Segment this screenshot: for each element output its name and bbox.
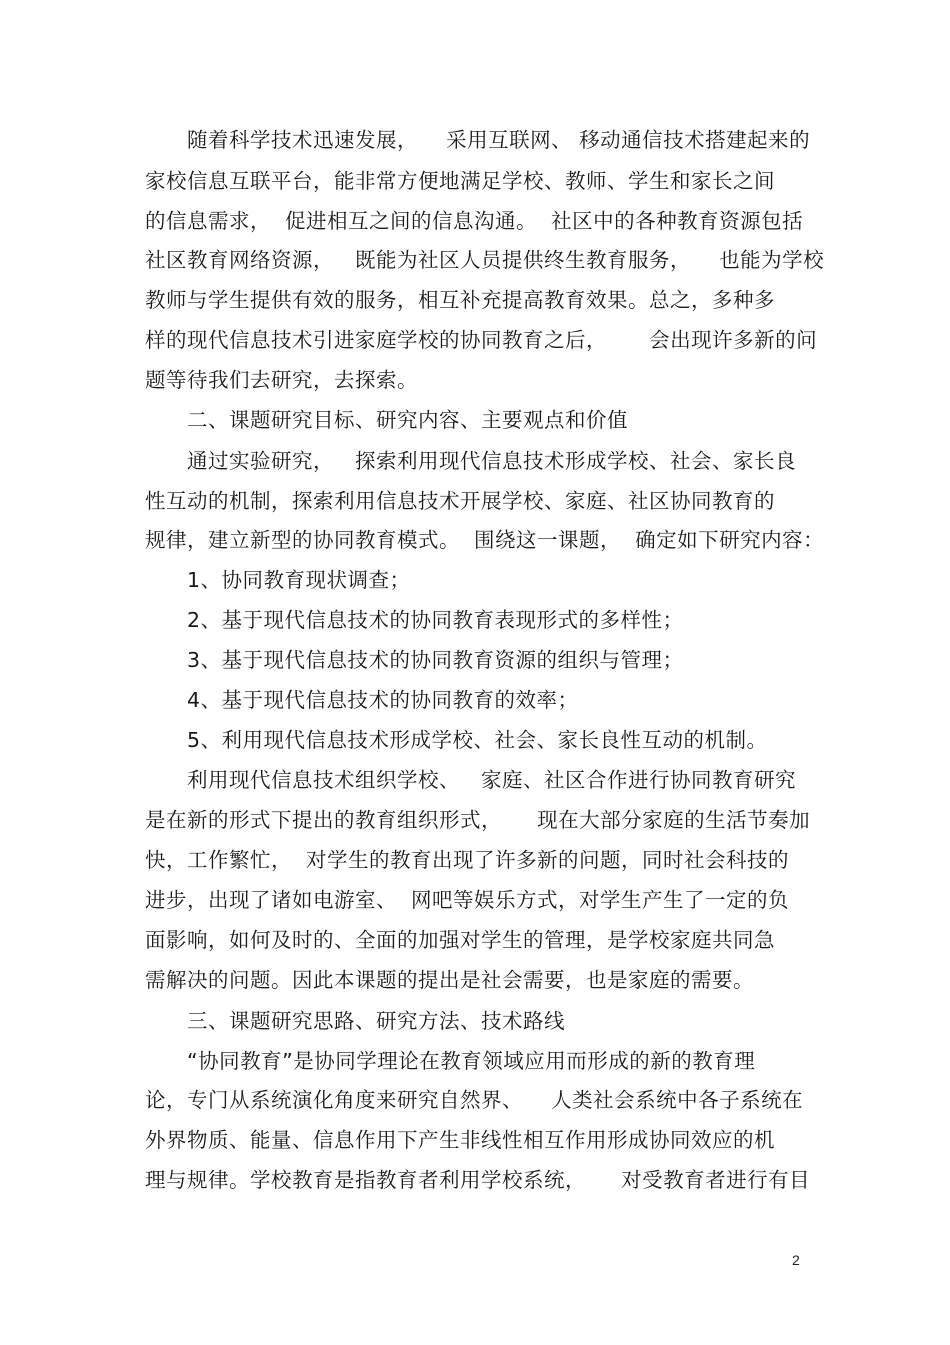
list-item: 5、利用现代信息技术形成学校、社会、家长良性互动的机制。 [187,728,768,752]
paragraph-line: 论，专门从系统演化角度来研究自然界、 人类社会系统中各子系统在 [145,1088,804,1112]
paragraph-line: 利用现代信息技术组织学校、 家庭、社区合作进行协同教育研究 [187,768,797,792]
paragraph-line: 家校信息互联平台，能非常方便地满足学校、教师、学生和家长之间 [145,169,775,193]
paragraph-line: 题等待我们去研究，去探索。 [145,368,418,392]
paragraph-line: 外界物质、能量、信息作用下产生非线性相互作用形成协同效应的机 [145,1128,775,1152]
paragraph-line: 性互动的机制，探索利用信息技术开展学校、家庭、社区协同教育的 [145,489,775,513]
paragraph-line: 进步，出现了诸如电游室、 网吧等娱乐方式，对学生产生了一定的负 [145,888,790,912]
paragraph-line: 社区教育网络资源， 既能为社区人员提供终生教育服务， 也能为学校 [145,248,825,272]
paragraph-line: 教师与学生提供有效的服务，相互补充提高教育效果。总之，多种多 [145,288,775,312]
paragraph-line: 理与规律。学校教育是指教育者利用学校系统， 对受教育者进行有目 [145,1168,811,1192]
section-heading: 三、课题研究思路、研究方法、技术路线 [187,1009,565,1033]
paragraph-line: 需解决的问题。因此本课题的提出是社会需要，也是家庭的需要。 [145,968,754,992]
paragraph-line: 随着科学技术迅速发展， 采用互联网、 移动通信技术搭建起来的 [187,128,811,152]
paragraph-line: 是在新的形式下提出的教育组织形式， 现在大部分家庭的生活节奏加 [145,808,811,832]
paragraph-line: 通过实验研究， 探索利用现代信息技术形成学校、社会、家长良 [187,449,797,473]
paragraph-line: 面影响，如何及时的、全面的加强对学生的管理，是学校家庭共同急 [145,928,775,952]
paragraph-line: 规律，建立新型的协同教育模式。 围绕这一课题， 确定如下研究内容： [145,528,825,552]
paragraph-line: 样的现代信息技术引进家庭学校的协同教育之后， 会出现许多新的问 [145,328,818,352]
paragraph-line: 快，工作繁忙， 对学生的教育出现了许多新的问题，同时社会科技的 [145,848,790,872]
page-number: 2 [792,1252,800,1268]
list-item: 4、基于现代信息技术的协同教育的效率； [187,688,579,712]
section-heading: 二、课题研究目标、研究内容、主要观点和价值 [187,408,628,432]
list-item: 3、基于现代信息技术的协同教育资源的组织与管理； [187,648,684,672]
paragraph-line: 的信息需求， 促进相互之间的信息沟通。 社区中的各种教育资源包括 [145,209,804,233]
paragraph-line: “协同教育”是协同学理论在教育领域应用而形成的新的教育理 [187,1049,756,1073]
list-item: 1、协同教育现状调查； [187,568,411,592]
list-item: 2、基于现代信息技术的协同教育表现形式的多样性； [187,608,684,632]
